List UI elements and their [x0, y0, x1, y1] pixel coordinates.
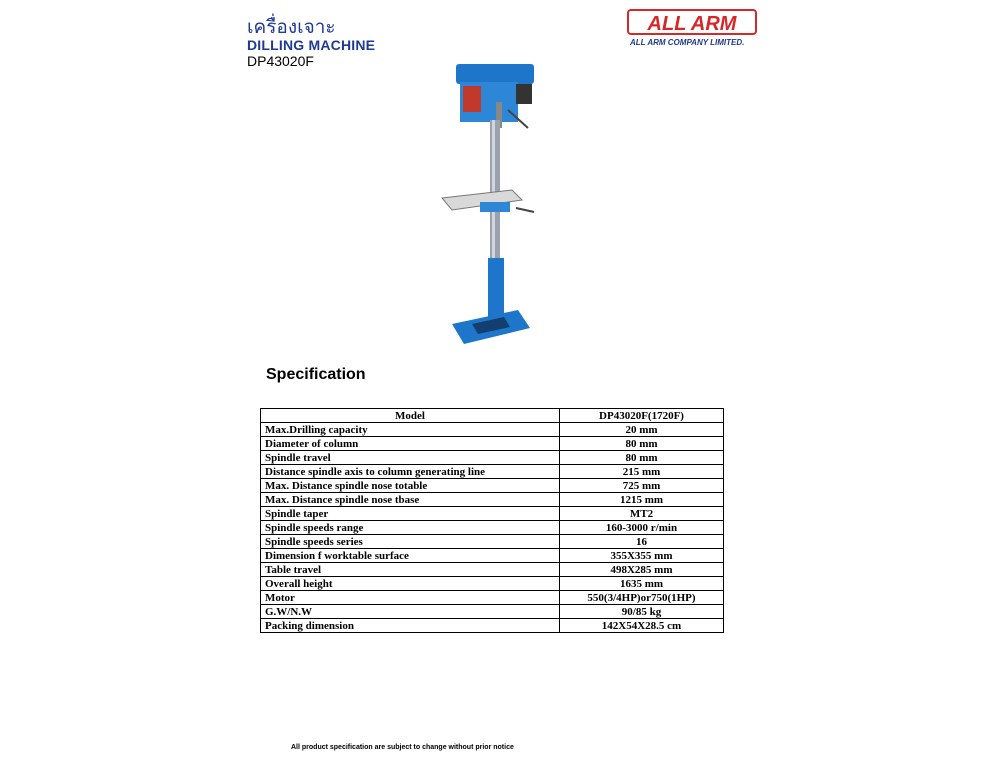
row-label: Spindle speeds range	[261, 521, 560, 535]
spec-table	[260, 408, 724, 633]
row-label: Distance spindle axis to column generating line	[261, 465, 560, 479]
header-model-label: Model	[261, 409, 560, 423]
logo-caption: ALL ARM COMPANY LIMITED.	[630, 38, 745, 47]
model-title: DP43020F	[247, 53, 314, 69]
row-value: 16	[560, 535, 724, 549]
table-row	[261, 437, 724, 451]
row-label: Max. Distance spindle nose totable	[261, 479, 560, 493]
drill-press-image	[438, 62, 538, 346]
table-row	[261, 507, 724, 521]
row-value: 355X355 mm	[560, 549, 724, 563]
table-row	[261, 423, 724, 437]
spec-heading: Specification	[266, 366, 366, 383]
row-value: 80 mm	[560, 437, 724, 451]
table-row	[261, 591, 724, 605]
table-row	[261, 605, 724, 619]
row-label: G.W/N.W	[261, 605, 560, 619]
table-row	[261, 479, 724, 493]
thai-title: เครื่องเจาะ	[247, 16, 336, 38]
table-row	[261, 563, 724, 577]
row-value: 725 mm	[560, 479, 724, 493]
row-label: Spindle taper	[261, 507, 560, 521]
row-value: 160-3000 r/min	[560, 521, 724, 535]
row-label: Max. Distance spindle nose tbase	[261, 493, 560, 507]
row-label: Spindle travel	[261, 451, 560, 465]
row-label: Packing dimension	[261, 619, 560, 633]
row-value: 498X285 mm	[560, 563, 724, 577]
table-row	[261, 535, 724, 549]
row-label: Overall height	[261, 577, 560, 591]
table-header-row	[261, 409, 724, 423]
row-label: Diameter of column	[261, 437, 560, 451]
row-label: Dimension f worktable surface	[261, 549, 560, 563]
table-row	[261, 549, 724, 563]
row-value: 90/85 kg	[560, 605, 724, 619]
row-value: 215 mm	[560, 465, 724, 479]
english-title: DILLING MACHINE	[247, 37, 376, 53]
table-row	[261, 521, 724, 535]
table-row	[261, 619, 724, 633]
table-row	[261, 577, 724, 591]
row-value: 80 mm	[560, 451, 724, 465]
row-value: MT2	[560, 507, 724, 521]
row-label: Max.Drilling capacity	[261, 423, 560, 437]
row-label: Motor	[261, 591, 560, 605]
row-value: 142X54X28.5 cm	[560, 619, 724, 633]
row-value: 1635 mm	[560, 577, 724, 591]
logo-text: ALL ARM	[647, 13, 737, 35]
row-value: 1215 mm	[560, 493, 724, 507]
table-row	[261, 465, 724, 479]
table-row	[261, 451, 724, 465]
header-model-value: DP43020F(1720F)	[560, 409, 724, 423]
row-label: Spindle speeds series	[261, 535, 560, 549]
row-value: 550(3/4HP)or750(1HP)	[560, 591, 724, 605]
row-label: Table travel	[261, 563, 560, 577]
row-value: 20 mm	[560, 423, 724, 437]
table-row	[261, 493, 724, 507]
footer-notice: All product specification are subject to change without prior notice	[291, 744, 514, 751]
